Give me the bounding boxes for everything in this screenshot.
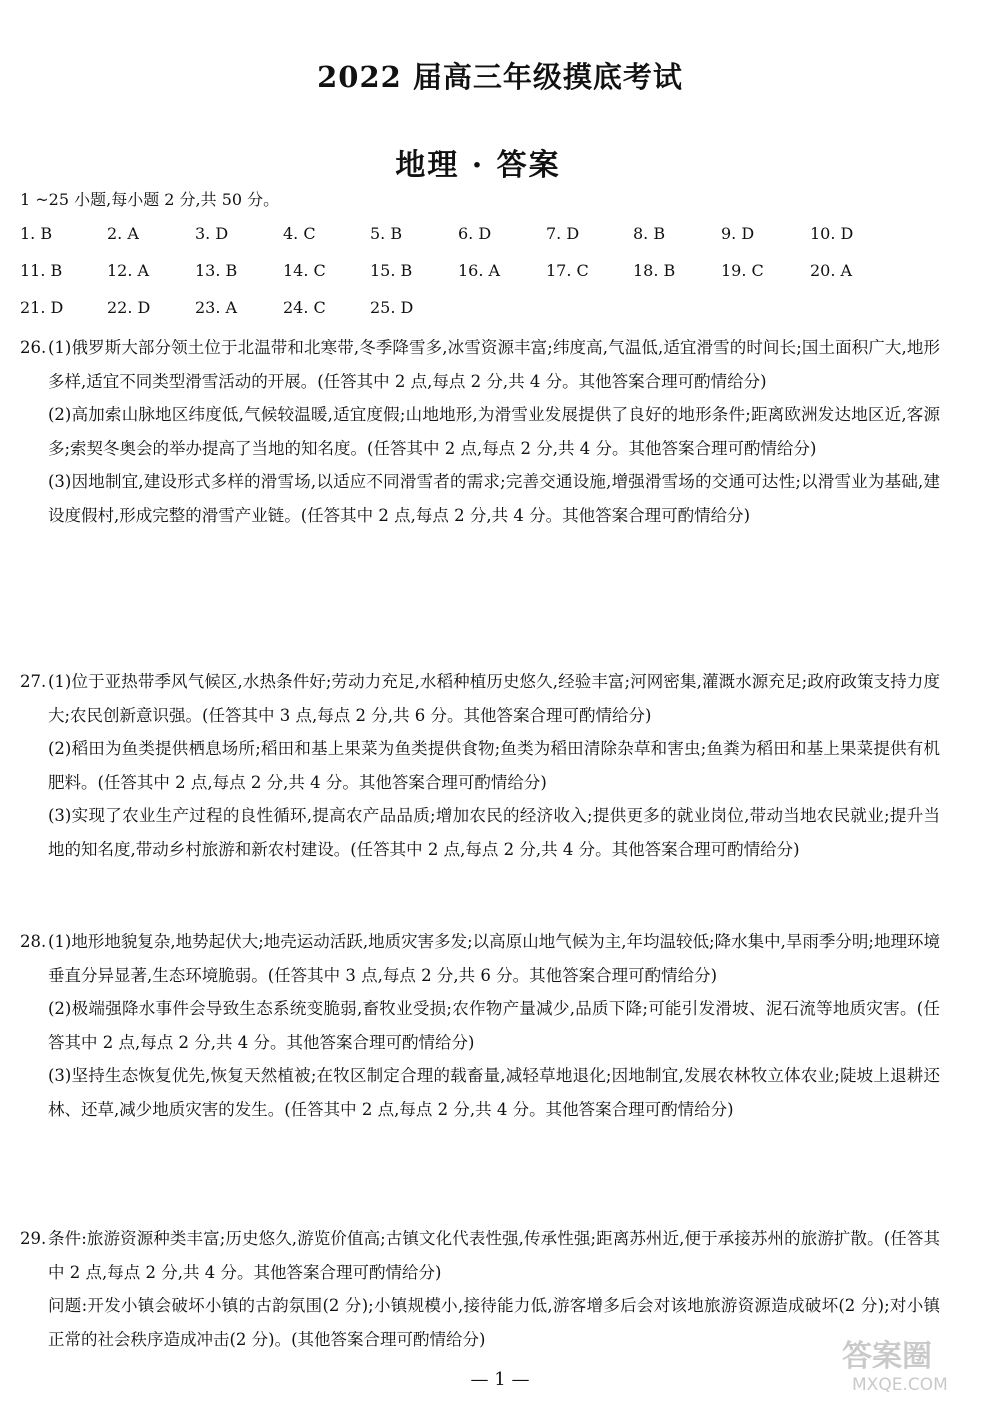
answer-9: 9. D [721, 224, 755, 243]
answer-3: 3. D [195, 224, 229, 243]
answer-6: 6. D [458, 224, 492, 243]
question-number: 26. [20, 338, 47, 357]
subject-title: 地理 · 答案 [395, 148, 561, 183]
answer-20: 20. A [810, 261, 853, 280]
answer-5: 5. B [370, 224, 403, 243]
question-number: 27. [20, 672, 47, 691]
question-27 [20, 665, 940, 866]
answer-24: 24. C [283, 298, 326, 317]
question-part-1: (1)俄罗斯大部分领土位于北温带和北寒带,冬季降雪多,冰雪资源丰富;纬度高,气温低,适宜滑雪的时间长;国土面积广大,地形多样,适宜不同类型滑雪活动的开展。(任答其中 2 点,每点 2 分,共 4 分。其他答案合理可酌情给分) [48, 338, 940, 391]
question-part-1: (1)位于亚热带季风气候区,水热条件好;劳动力充足,水稻种植历史悠久,经验丰富;河网密集,灌溉水源充足;政府政策支持力度大;农民创新意识强。(任答其中 3 点,每点 2 分,共 6 分。其他答案合理可酌情给分) [48, 672, 940, 725]
answer-13: 13. B [195, 261, 238, 280]
question-part-2: (2)极端强降水事件会导致生态系统变脆弱,畜牧业受损;农作物产量减少,品质下降;可能引发滑坡、泥石流等地质灾害。(任答其中 2 点,每点 2 分,共 4 分。其他答案合理可酌情给分) [48, 999, 940, 1052]
question-part-2: (2)稻田为鱼类提供栖息场所;稻田和基上果菜为鱼类提供食物;鱼类为稻田清除杂草和害虫;鱼粪为稻田和基上果菜提供有机肥料。(任答其中 2 点,每点 2 分,共 4 分。其他答案合理可酌情给分) [48, 739, 940, 792]
answer-15: 15. B [370, 261, 413, 280]
question-26 [20, 331, 940, 532]
page-number: — 1 — [470, 1369, 530, 1390]
question-part-3: (3)实现了农业生产过程的良性循环,提高农产品品质;增加农民的经济收入;提供更多的就业岗位,带动当地农民就业;提升当地的知名度,带动乡村旅游和新农村建设。(任答其中 2 点,每点 2 分,共 4 分。其他答案合理可酌情给分) [48, 806, 940, 859]
answer-8: 8. B [633, 224, 666, 243]
answer-row-3 [20, 298, 960, 320]
answer-7: 7. D [546, 224, 580, 243]
answer-18: 18. B [633, 261, 676, 280]
answer-25: 25. D [370, 298, 414, 317]
answer-10: 10. D [810, 224, 854, 243]
question-part-2: (2)高加索山脉地区纬度低,气候较温暖,适宜度假;山地地形,为滑雪业发展提供了良好的地形条件;距离欧洲发达地区近,客源多;索契冬奥会的举办提高了当地的知名度。(任答其中 2 点,每点 2 分,共 4 分。其他答案合理可酌情给分) [48, 405, 940, 458]
answer-4: 4. C [283, 224, 316, 243]
answer-19: 19. C [721, 261, 764, 280]
answer-21: 21. D [20, 298, 64, 317]
question-part-3: (3)坚持生态恢复优先,恢复天然植被;在牧区制定合理的载畜量,减轻草地退化;因地制宜,发展农林牧立体农业;陡坡上退耕还林、还草,减少地质灾害的发生。(任答其中 2 点,每点 2 分,共 4 分。其他答案合理可酌情给分) [48, 1066, 940, 1119]
question-number: 29. [20, 1229, 47, 1248]
answer-16: 16. A [458, 261, 501, 280]
watermark-logo-text: 答案圈 [842, 1339, 932, 1374]
question-part-1: 条件:旅游资源种类丰富;历史悠久,游览价值高;古镇文化代表性强,传承性强;距离苏州近,便于承接苏州的旅游扩散。(任答其中 2 点,每点 2 分,共 4 分。其他答案合理可酌情给分) [48, 1229, 940, 1282]
answer-2: 2. A [107, 224, 139, 243]
answer-22: 22. D [107, 298, 151, 317]
answer-row-2 [20, 261, 960, 283]
answer-1: 1. B [20, 224, 53, 243]
answer-row-1 [20, 224, 960, 246]
question-part-1: (1)地形地貌复杂,地势起伏大;地壳运动活跃,地质灾害多发;以高原山地气候为主,年均温较低;降水集中,旱雨季分明;地理环境垂直分异显著,生态环境脆弱。(任答其中 3 点,每点 2 分,共 6 分。其他答案合理可酌情给分) [48, 932, 940, 985]
question-28 [20, 925, 940, 1126]
answer-17: 17. C [546, 261, 589, 280]
watermark-logo-icon [830, 1328, 990, 1398]
answer-14: 14. C [283, 261, 326, 280]
answer-12: 12. A [107, 261, 150, 280]
multiple-choice-intro: 1 ~25 小题,每小题 2 分,共 50 分。 [20, 190, 280, 209]
answer-11: 11. B [20, 261, 63, 280]
question-part-2: 问题:开发小镇会破坏小镇的古韵氛围(2 分);小镇规模小,接待能力低,游客增多后会对该地旅游资源造成破坏(2 分);对小镇正常的社会秩序造成冲击(2 分)。(其他答案合理可酌情给分) [48, 1296, 940, 1349]
question-part-3: (3)因地制宜,建设形式多样的滑雪场,以适应不同滑雪者的需求;完善交通设施,增强滑雪场的交通可达性;以滑雪业为基础,建设度假村,形成完整的滑雪产业链。(任答其中 2 点,每点 2 分,共 4 分。其他答案合理可酌情给分) [48, 472, 940, 525]
watermark-url-text: MXQE.COM [852, 1375, 948, 1395]
question-29 [20, 1222, 940, 1356]
answer-23: 23. A [195, 298, 238, 317]
exam-title: 2022 届高三年级摸底考试 [317, 60, 683, 94]
question-number: 28. [20, 932, 47, 951]
